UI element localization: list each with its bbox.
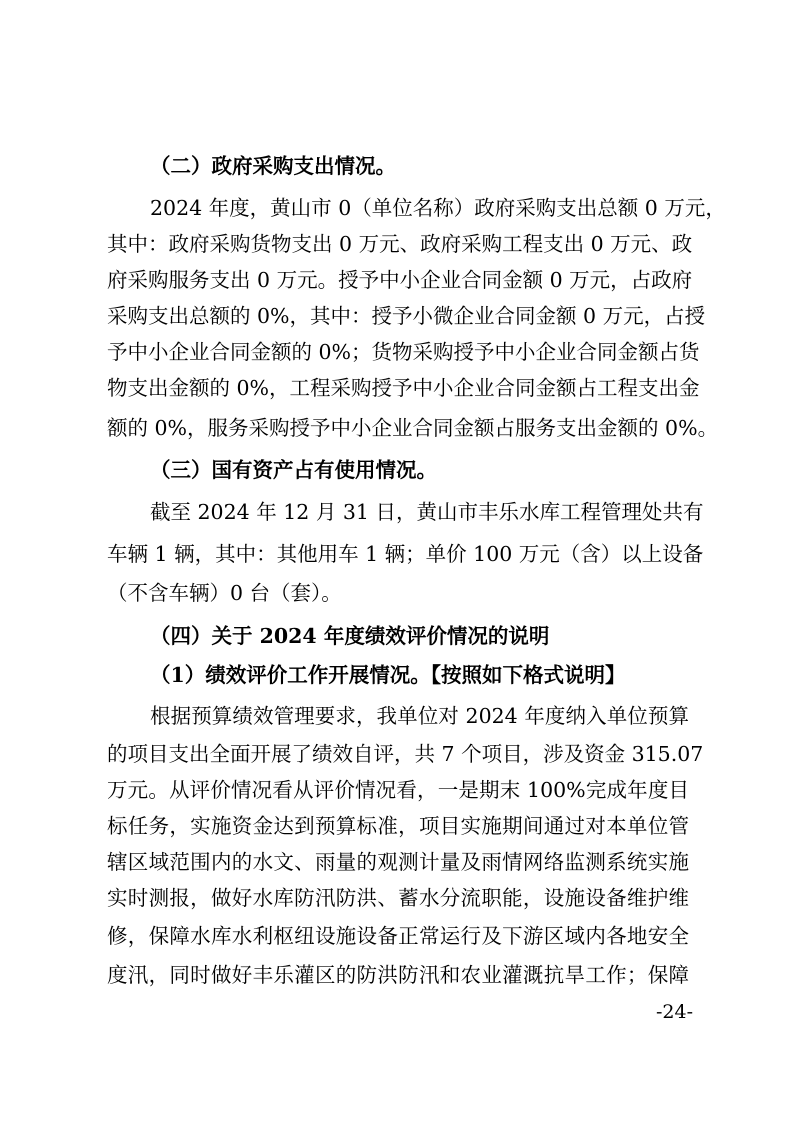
section4-line-7: 修，保障水库水利枢纽设施设备正常运行及下游区域内各地安全 xyxy=(107,924,689,948)
section4-line-5: 辖区域范围内的水文、雨量的观测计量及雨情网络监测系统实施 xyxy=(107,850,689,874)
section4-line-4: 标任务，实施资金达到预算标准，项目实施期间通过对本单位管 xyxy=(107,814,689,838)
section2-line-1: 2024 年度，黄山市 0（单位名称）政府采购支出总额 0 万元， xyxy=(150,196,726,220)
section4-line-6: 实时测报，做好水库防汛防洪、蓄水分流职能，设施设备维护维 xyxy=(107,886,689,910)
section2-line-2: 其中：政府采购货物支出 0 万元、政府采购工程支出 0 万元、政 xyxy=(107,232,693,256)
section3-line-1: 截至 2024 年 12 月 31 日，黄山市丰乐水库工程管理处共有 xyxy=(150,500,704,524)
section4-line-1: 根据预算绩效管理要求，我单位对 2024 年度纳入单位预算 xyxy=(150,704,689,728)
section4-line-8: 度汛，同时做好丰乐灌区的防洪防汛和农业灌溉抗旱工作；保障 xyxy=(107,963,689,987)
section4-line-2: 的项目支出全面开展了绩效自评，共 7 个项目，涉及资金 315.07 xyxy=(107,742,704,766)
section2-line-4: 采购支出总额的 0%，其中：授予小微企业合同金额 0 万元，占授 xyxy=(107,304,706,328)
section3-heading: （三）国有资产占有使用情况。 xyxy=(150,458,437,482)
section4-heading: （四）关于 2024 年度绩效评价情况的说明 xyxy=(150,624,550,648)
section2-line-3: 府采购服务支出 0 万元。授予中小企业合同金额 0 万元，占政府 xyxy=(107,268,693,292)
section3-line-3: （不含车辆）0 台（套）。 xyxy=(107,581,342,605)
page-number: -24- xyxy=(655,1001,693,1023)
section2-line-5: 予中小企业合同金额的 0%；货物采购授予中小企业合同金额占货 xyxy=(107,340,700,364)
section3-line-2: 车辆 1 辆，其中：其他用车 1 辆；单价 100 万元（含）以上设备 xyxy=(107,542,704,566)
section2-heading: （二）政府采购支出情况。 xyxy=(150,154,396,178)
section4-line-3: 万元。从评价情况看从评价情况看，一是期末 100%完成年度目 xyxy=(107,778,689,802)
section2-line-7: 额的 0%，服务采购授予中小企业合同金额占服务支出金额的 0%。 xyxy=(107,416,719,440)
section2-line-6: 物支出金额的 0%，工程采购授予中小企业合同金额占工程支出金 xyxy=(107,376,700,400)
section4-subheading: （1）绩效评价工作开展情况。【按照如下格式说明】 xyxy=(150,663,626,687)
